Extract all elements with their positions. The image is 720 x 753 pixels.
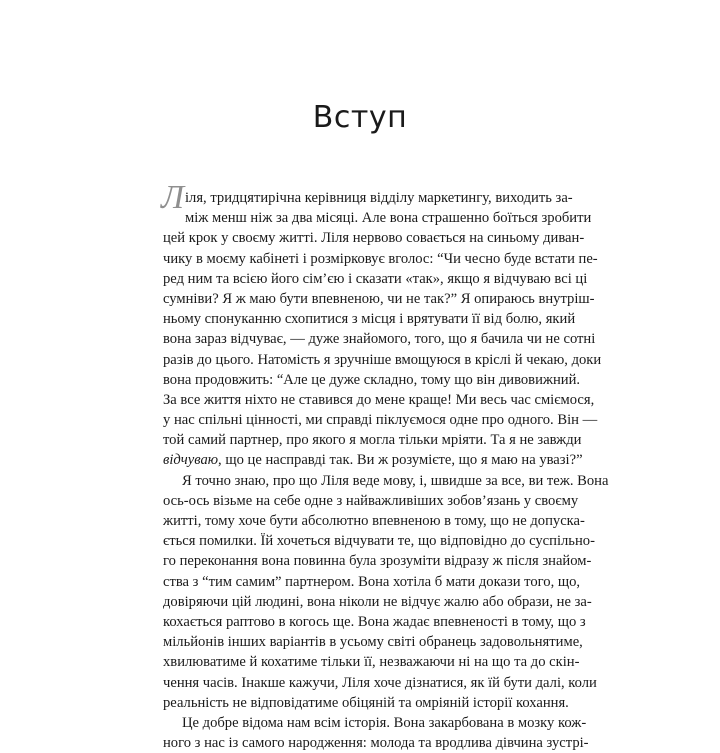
text-line: ред ним та всією його сім’єю і сказати «так», якщо я відчуваю всі ці [163,270,588,287]
text-line: житті, тому хоче бути абсолютно впевненою в тому, що не допуска- [163,513,585,529]
body-text [161,179,609,753]
chapter-title: Вступ [312,100,408,135]
text-line: кохається раптово в когось ще. Вона жадає впевненості в тому, що з [163,613,586,630]
paragraph-1 [161,179,602,471]
text-line: довіряючи цій людині, вона ніколи не відчує жалю або образи, не за- [163,593,592,610]
text-line: іля, тридцятирічна керівниця відділу маркетингу, виходить за- [185,190,573,206]
text-line: реальність не відповідатиме обіцяній та омріяній історії кохання. [163,694,569,711]
paragraph-3 [163,713,589,753]
text-line: у нас спільні цінності, ми справді піклуємося одне про одного. Він — [163,412,598,429]
paragraph-2 [163,471,609,713]
text-line: чення часів. Інакше кажучи, Ліля хоче дізнатися, як їй бути далі, коли [163,674,597,691]
text-line: чику в моєму кабінеті і розмірковує вголос: “Чи чесно буде встати пе- [163,250,598,267]
text-line: ньому спонуканню схопитися з місця і врятувати її від болю, який [163,311,576,328]
text-line: між менш ніж за два місяці. Але вона страшенно боїться зробити [185,210,592,227]
text-line: хвилюватиме й кохатиме тільки її, незважаючи ні на що та до скін- [163,654,580,671]
text-line: ства з “тим самим” партнером. Вона хотіла б мати докази того, що, [163,573,581,590]
text-line: мільйонів інших варіантів в усьому світі обранець задовольнятиме, [163,634,583,651]
text-line: вона продовжить: “Але це дуже складно, тому що він дивовижний. [163,371,581,388]
emphasis: відчуваю [163,452,219,469]
line-rest: , що це насправді так. Ви ж розумієте, що я маю на увазі?” [218,452,583,469]
text-line: цей крок у своєму житті. Ліля нервово совається на синьому диван- [163,230,585,247]
text-line: разів до цього. Натомість я зручніше вмощуюся в кріслі й чекаю, доки [163,351,602,368]
text-line: ється помилки. Їй хочеться відчувати те, що відповідно до суспільно- [163,533,595,550]
text-line: го переконання вона повинна була зрозуміти відразу ж після знайом- [163,553,592,570]
text-line: ось-ось візьме на себе одне з найважливіших зобов’язань у своєму [163,492,579,509]
text-line: Я точно знаю, про що Ліля веде мову, і, швидше за все, ви теж. Вона [182,472,609,489]
drop-cap: Л [161,179,185,216]
text-line: ного з нас із самого народження: молода та вродлива дівчина зустрі- [163,735,589,752]
text-line: вона зараз відчуває, — дуже знайомого, того, що я бачила чи не сотні [163,331,596,348]
text-line: той самий партнер, про якого я могла тільки мріяти. Та я не завжди [163,432,582,449]
text-line: сумніви? Я ж маю бути впевненою, чи не так?” Я опираюсь внутріш- [163,290,595,307]
text-line: Це добре відома нам всім історія. Вона закарбована в мозку кож- [182,714,587,731]
text-line [163,450,583,470]
text-line: За все життя ніхто не ставився до мене краще! Ми весь час сміємося, [163,391,595,408]
